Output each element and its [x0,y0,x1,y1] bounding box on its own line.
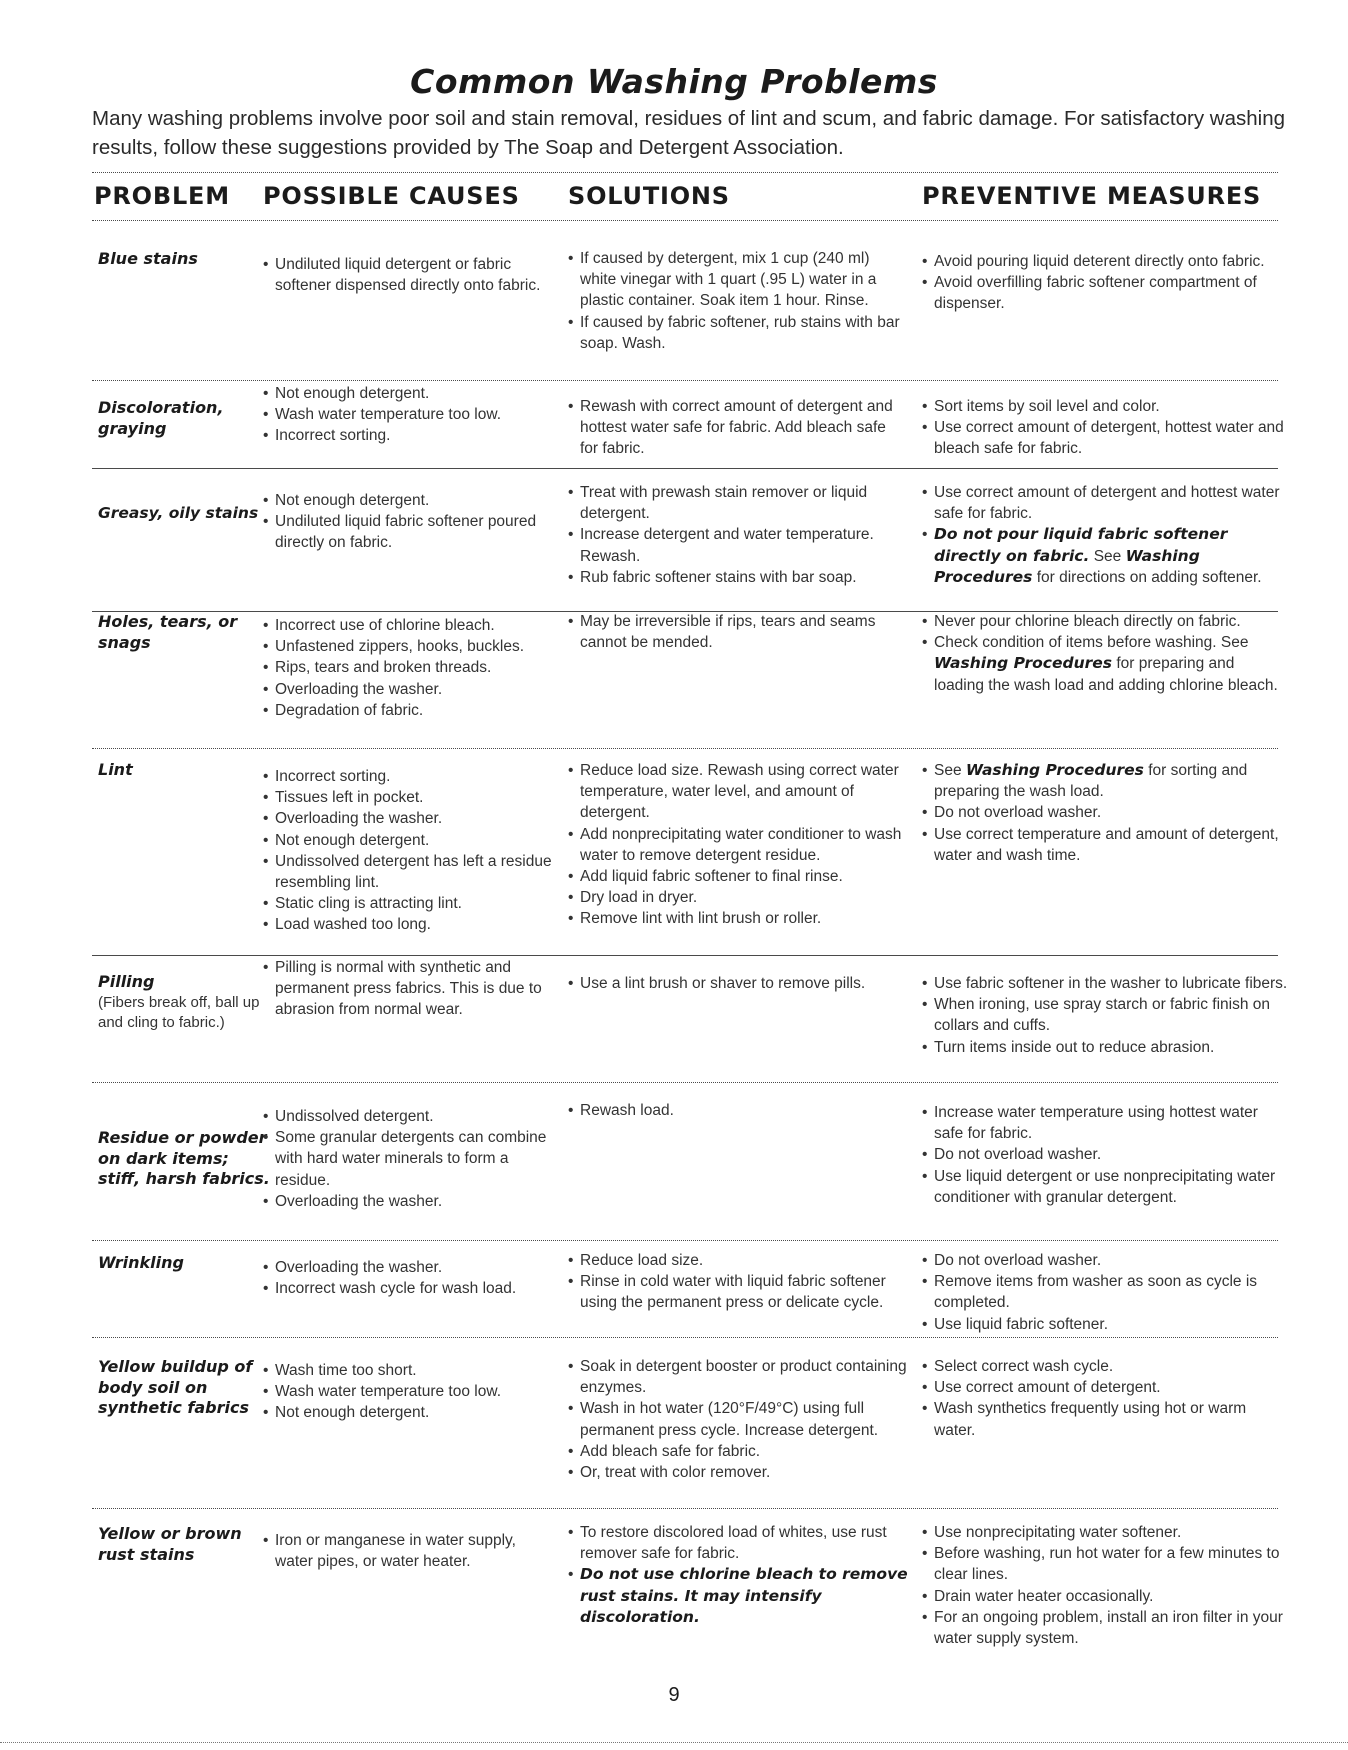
preventive-cell [922,760,1288,866]
list-item: • Use correct temperature and amount of detergent, water and wash time. [922,824,1288,866]
problem-label: Yellow or brown rust stains [98,1524,242,1564]
list-item: • If caused by fabric softener, rub stains with bar soap. Wash. [568,312,908,354]
list-item: • Use liquid fabric softener. [922,1314,1288,1335]
causes-cell [263,383,553,447]
list-item: • Drain water heater occasionally. [922,1586,1288,1607]
solutions-cell [568,973,908,994]
list-item: • Undiluted liquid detergent or fabric softener dispensed directly onto fabric. [263,254,553,296]
list-item: • Remove lint with lint brush or roller. [568,908,908,929]
preventive-cell [922,396,1288,460]
list-item: • Treat with prewash stain remover or liquid detergent. [568,482,908,524]
header-solutions: SOLUTIONS [568,182,730,210]
page-title: Common Washing Problems [410,62,938,101]
list-item: • Undissolved detergent. [263,1106,553,1127]
list-item: • Reduce load size. Rewash using correct water temperature, water level, and amount of detergent. [568,760,908,824]
list-item: • Incorrect use of chlorine bleach. [263,615,553,636]
intro-paragraph: Many washing problems involve poor soil and stain removal, residues of lint and scum, and fabric damage. For satisfactory washing results, follow these suggestions provided by The Soap and Detergent Association. [92,107,1285,159]
list-item: • Wash synthetics frequently using hot or warm water. [922,1398,1288,1440]
list-item: • Avoid pouring liquid deterent directly onto fabric. [922,251,1288,272]
row-divider [92,1082,1278,1083]
list-item: • Soak in detergent booster or product containing enzymes. [568,1356,908,1398]
list-item: • Remove items from washer as soon as cycle is completed. [922,1271,1288,1313]
causes-cell [263,1257,553,1299]
list-item: • For an ongoing problem, install an iron filter in your water supply system. [922,1607,1288,1649]
problem-label: Yellow buildup of body soil on synthetic fabrics [98,1357,253,1417]
list-item: • Use correct amount of detergent and hottest water safe for fabric. [922,482,1288,524]
list-item: • Increase water temperature using hottest water safe for fabric. [922,1102,1288,1144]
emphasis-text: Do not use chlorine bleach to remove rust stains. It may intensify discoloration. [580,1565,908,1626]
list-item: • Never pour chlorine bleach directly on fabric. [922,611,1288,632]
list-item: • Degradation of fabric. [263,700,553,721]
row-divider [92,748,1278,749]
emphasis-text: Do not pour liquid fabric softener directly on fabric. [934,525,1228,565]
list-item: • Sort items by soil level and color. [922,396,1288,417]
row-divider [92,380,1278,381]
causes-cell [263,1530,553,1572]
list-item: • Wash water temperature too low. [263,404,553,425]
header-top-rule [92,172,1278,173]
list-item [568,1564,908,1628]
problem-label: Pilling (Fibers break off, ball up and cling to fabric.) [98,972,263,1034]
problem-label: Greasy, oily stains [98,504,259,522]
list-item: • Not enough detergent. [263,490,553,511]
header-possible-causes: POSSIBLE CAUSES [263,182,520,210]
list-item: • Do not overload washer. [922,1250,1288,1271]
solutions-cell [568,760,908,930]
list-item: • Check condition of items before washing. See Washing Procedures for preparing and loading the wash load and adding chlorine bleach. [922,632,1288,696]
list-item: • Dry load in dryer. [568,887,908,908]
list-item: • When ironing, use spray starch or fabric finish on collars and cuffs. [922,994,1288,1036]
solutions-cell [568,1100,908,1121]
list-item: • Unfastened zippers, hooks, buckles. [263,636,553,657]
list-item: • Use fabric softener in the washer to lubricate fibers. [922,973,1288,994]
causes-cell [263,1360,553,1424]
list-item: • Load washed too long. [263,914,553,935]
list-item: • Do not overload washer. [922,802,1288,823]
preventive-cell [922,1102,1288,1208]
list-item: • Incorrect wash cycle for wash load. [263,1278,553,1299]
row-divider [92,955,1278,956]
causes-cell [263,957,553,1021]
page-number: 9 [668,1684,680,1706]
row-divider [92,1337,1278,1338]
list-item: • Add liquid fabric softener to final rinse. [568,866,908,887]
solutions-cell [568,248,908,354]
causes-cell [263,1106,553,1212]
header-problem: PROBLEM [94,182,230,210]
list-item: • Wash water temperature too low. [263,1381,553,1402]
list-item: • Undiluted liquid fabric softener poured directly on fabric. [263,511,553,553]
list-item: • Or, treat with color remover. [568,1462,908,1483]
header-bottom-rule [92,220,1278,221]
list-item: • Use nonprecipitating water softener. [922,1522,1288,1543]
list-item: • May be irreversible if rips, tears and seams cannot be mended. [568,611,908,653]
list-item: • Turn items inside out to reduce abrasion. [922,1037,1288,1058]
list-item: • Avoid overfilling fabric softener compartment of dispenser. [922,272,1288,314]
list-item: • Overloading the washer. [263,808,553,829]
preventive-cell [922,482,1288,588]
list-item: • Use a lint brush or shaver to remove pills. [568,973,908,994]
causes-cell [263,490,553,554]
solutions-cell [568,611,908,653]
preventive-cell [922,1250,1288,1335]
solutions-cell [568,1356,908,1483]
list-item: • Add bleach safe for fabric. [568,1441,908,1462]
problem-label: Blue stains [98,249,198,268]
preventive-cell [922,973,1288,1058]
row-divider [92,468,1278,469]
list-item: • To restore discolored load of whites, use rust remover safe for fabric. [568,1522,908,1564]
problem-label: Wrinkling [98,1253,184,1272]
list-item: • See Washing Procedures for sorting and preparing the wash load. [922,760,1288,802]
solutions-cell [568,1250,908,1314]
list-item: • Not enough detergent. [263,1402,553,1423]
list-item: • Do not pour liquid fabric softener directly on fabric. See Washing Procedures for directions on adding softener. [922,524,1288,588]
list-item: • Some granular detergents can combine with hard water minerals to form a residue. [263,1127,553,1191]
causes-cell [263,254,553,296]
problem-label: Residue or powder on dark items; stiff, harsh fabrics. [98,1128,270,1188]
list-item: • Undissolved detergent has left a residue resembling lint. [263,851,553,893]
problem-label: Discoloration, graying [98,398,224,438]
list-item: • If caused by detergent, mix 1 cup (240 ml) white vinegar with 1 quart (.95 L) water in a plastic container. Soak item 1 hour. Rinse. [568,248,908,312]
preventive-cell [922,251,1288,315]
emphasis-text: Washing Procedures [934,546,1200,586]
list-item: • Rips, tears and broken threads. [263,657,553,678]
preventive-cell [922,1522,1288,1649]
row-divider [92,1508,1278,1509]
problem-label: Holes, tears, or snags [98,612,238,652]
list-item: • Use correct amount of detergent, hottest water and bleach safe for fabric. [922,417,1288,459]
list-item: • Rub fabric softener stains with bar soap. [568,567,908,588]
causes-cell [263,766,553,936]
list-item: • Rewash with correct amount of detergent and hottest water safe for fabric. Add bleach safe for fabric. [568,396,908,460]
list-item: • Add nonprecipitating water conditioner to wash water to remove detergent residue. [568,824,908,866]
problem-subtext: (Fibers break off, ball up and cling to fabric.) [98,993,260,1031]
emphasis-text: Washing Procedures [934,654,1112,673]
list-item: • Static cling is attracting lint. [263,893,553,914]
list-item: • Reduce load size. [568,1250,908,1271]
list-item: • Incorrect sorting. [263,766,553,787]
solutions-cell [568,482,908,588]
list-item: • Increase detergent and water temperature. Rewash. [568,524,908,566]
page-bottom-edge [0,1742,1348,1743]
list-item: • Do not overload washer. [922,1144,1288,1165]
list-item: • Overloading the washer. [263,1257,553,1278]
list-item: • Rinse in cold water with liquid fabric softener using the permanent press or delicate cycle. [568,1271,908,1313]
list-item: • Not enough detergent. [263,383,553,404]
list-item: • Use correct amount of detergent. [922,1377,1288,1398]
causes-cell [263,615,553,721]
row-divider [92,1240,1278,1241]
list-item: • Wash in hot water (120°F/49°C) using full permanent press cycle. Increase detergent. [568,1398,908,1440]
list-item: • Wash time too short. [263,1360,553,1381]
preventive-cell [922,611,1288,696]
list-item: • Not enough detergent. [263,830,553,851]
problem-label: Lint [98,760,133,779]
solutions-cell [568,1522,908,1628]
emphasis-text: Washing Procedures [965,761,1144,779]
list-item: • Before washing, run hot water for a few minutes to clear lines. [922,1543,1288,1585]
list-item: • Tissues left in pocket. [263,787,553,808]
list-item: • Overloading the washer. [263,679,553,700]
list-item: • Select correct wash cycle. [922,1356,1288,1377]
list-item: • Rewash load. [568,1100,908,1121]
list-item: • Iron or manganese in water supply, water pipes, or water heater. [263,1530,553,1572]
header-preventive-measures: PREVENTIVE MEASURES [922,182,1262,210]
solutions-cell [568,396,908,460]
list-item: • Use liquid detergent or use nonprecipitating water conditioner with granular detergent. [922,1166,1288,1208]
preventive-cell [922,1356,1288,1441]
list-item: • Pilling is normal with synthetic and permanent press fabrics. This is due to abrasion from normal wear. [263,957,553,1021]
list-item: • Overloading the washer. [263,1191,553,1212]
list-item: • Incorrect sorting. [263,425,553,446]
